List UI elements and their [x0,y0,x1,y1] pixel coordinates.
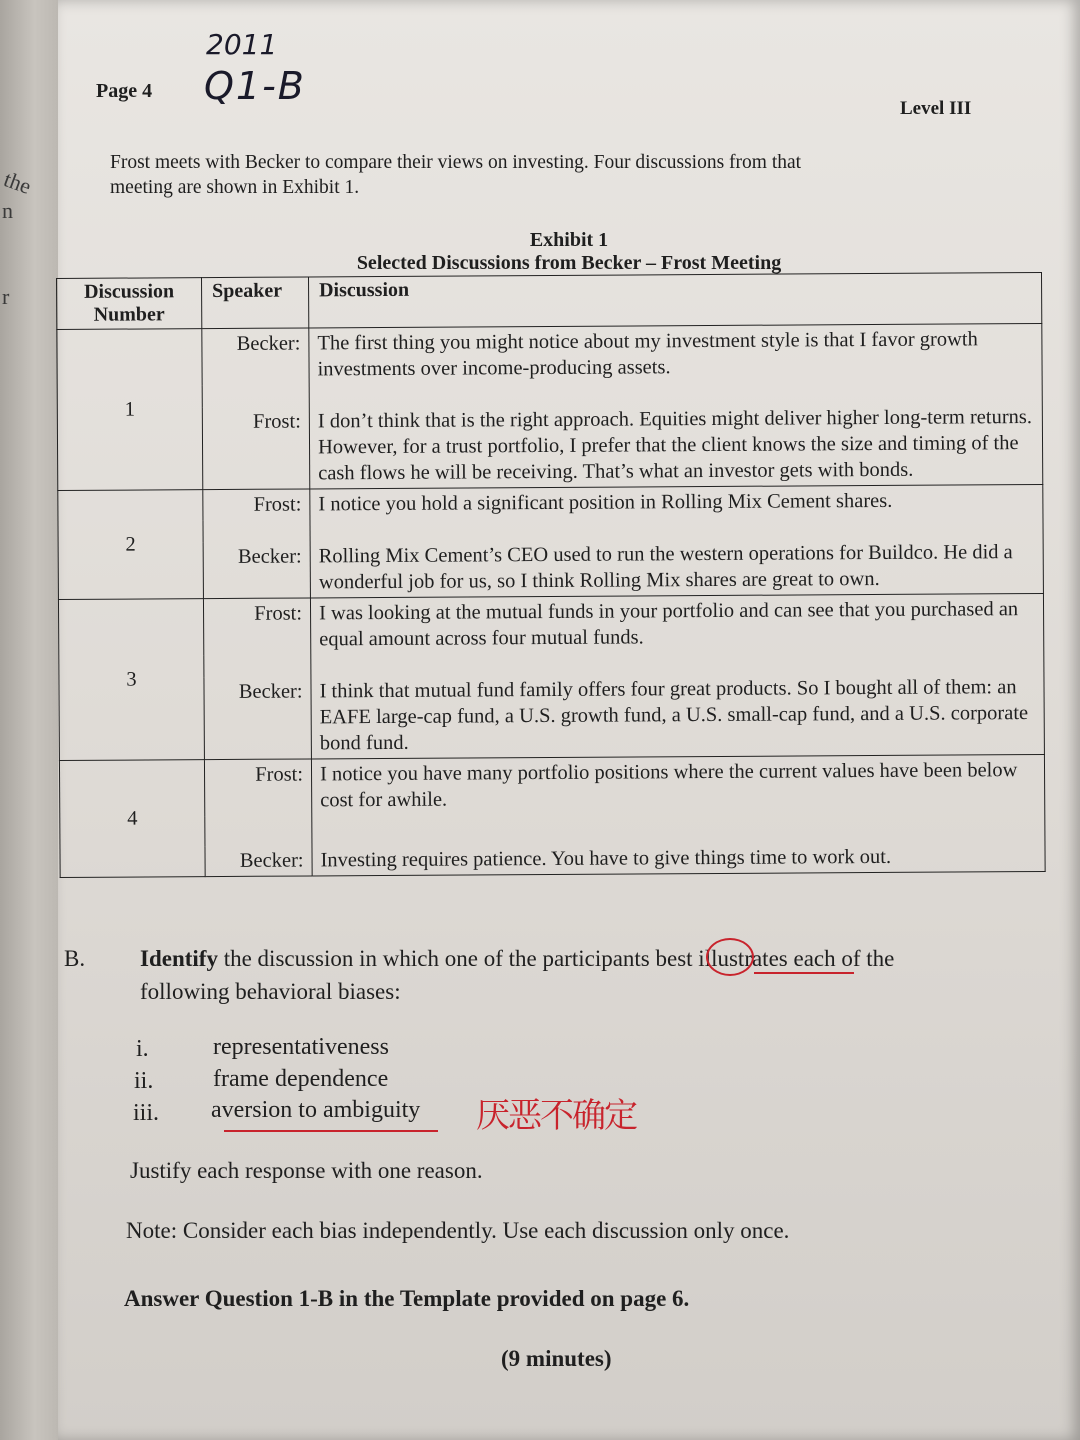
speaker: Frost: [203,598,310,655]
discussion-number: 4 [59,760,205,878]
level-label: Level III [900,98,972,119]
speaker: Becker: [204,676,312,759]
exhibit-subtitle: Selected Discussions from Becker – Frost Meeting [356,252,782,274]
facing-page-edge [0,0,58,1440]
exam-page [58,0,1080,1440]
intro-paragraph [110,150,960,200]
table-row [58,593,1043,656]
discussion-number: 2 [58,490,204,600]
discussion-text: I notice you hold a significant position in Rolling Mix Cement shares. [310,484,1043,519]
table-row [59,672,1044,761]
underline-annotation [224,1130,438,1132]
table-header-row [57,272,1042,329]
handwritten-year: 2011 [206,28,278,61]
discussion-text: I was looking at the mutual funds in your portfolio and can see that you purchased an equal amount across four mutual funds. [310,593,1043,654]
table-row [59,754,1044,817]
prompt-text: following behavioral biases: [140,979,401,1004]
exhibit-title: Exhibit 1 [529,229,609,251]
handwritten-question: Q1-B [204,64,306,108]
speaker: Becker: [205,845,312,876]
table-row [57,323,1042,386]
discussion-text: The first thing you might notice about my investment style is that I favor growth investments over income-producing assets. [309,323,1042,384]
question-letter: B. [64,946,86,971]
answer-instruction: Answer Question 1-B in the Template provided on page 6. [124,1286,690,1311]
bias-label: frame dependence [213,1066,389,1092]
bias-label: representativeness [213,1034,389,1060]
speaker: Becker: [203,541,310,598]
margin-fragment: r [2,284,10,309]
bias-numeral: i. [136,1036,149,1062]
column-header: Speaker [202,277,309,329]
bias-numeral: ii. [134,1068,154,1094]
identify-word: Identify [140,946,218,971]
prompt-text: the discussion in which one of the participants best illustrates each of the [223,946,895,971]
discussion-number: 1 [57,329,203,491]
discussion-text: Investing requires patience. You have to give things time to work out. [312,841,1045,876]
discussion-text: I think that mutual fund family offers four great products. So I bought all of them: an EAFE large-cap fund, a U.S. growth fund, a U.S. small-cap fund, and a U.S. corporate bond fund. [311,672,1044,759]
justify-instruction: Justify each response with one reason. [130,1158,483,1183]
intro-line: Frost meets with Becker to compare their views on investing. Four discussions from that [110,152,802,173]
discussion-number: 3 [58,599,204,761]
bias-label: aversion to ambiguity [211,1097,421,1123]
discussion-text: I don’t think that is the right approach. Equities might deliver higher long-term returns. However, for a trust portfolio, I prefer that the client knows the size and timing of the cash flows he will be receiving. That’s what an investor gets with bonds. [309,402,1042,489]
table-row [60,841,1045,878]
note-instruction: Note: Consider each bias independently. Use each discussion only once. [126,1218,790,1243]
page-label: Page 4 [96,80,153,102]
discussion-text: I notice you have many portfolio positions where the current values have been below cost for awhile. [311,754,1044,815]
exhibit-table [56,272,1046,878]
intro-line: meeting are shown in Exhibit 1. [110,177,360,198]
margin-fragment: n [2,198,13,223]
circle-annotation [706,938,754,976]
bias-numeral: iii. [133,1100,160,1126]
column-header: Discussion Number [57,278,202,330]
question-prompt [140,942,1020,1008]
column-header: Discussion [308,272,1041,327]
underline-annotation [754,972,854,974]
exhibit-table-wrapper [56,272,1050,918]
table-row [58,537,1043,600]
speaker: Frost: [202,406,310,489]
margin-fragment: the [0,166,35,199]
discussion-text: Rolling Mix Cement’s CEO used to run the western operations for Buildco. He did a wonderful job for us, so I think Rolling Mix shares are great to own. [310,537,1043,598]
table-row [57,402,1042,491]
time-allotment: (9 minutes) [501,1346,612,1371]
speaker: Becker: [202,328,309,385]
speaker: Frost: [203,489,310,520]
speaker: Frost: [204,759,311,816]
handwritten-note: 厌恶不确定 [476,1096,636,1136]
